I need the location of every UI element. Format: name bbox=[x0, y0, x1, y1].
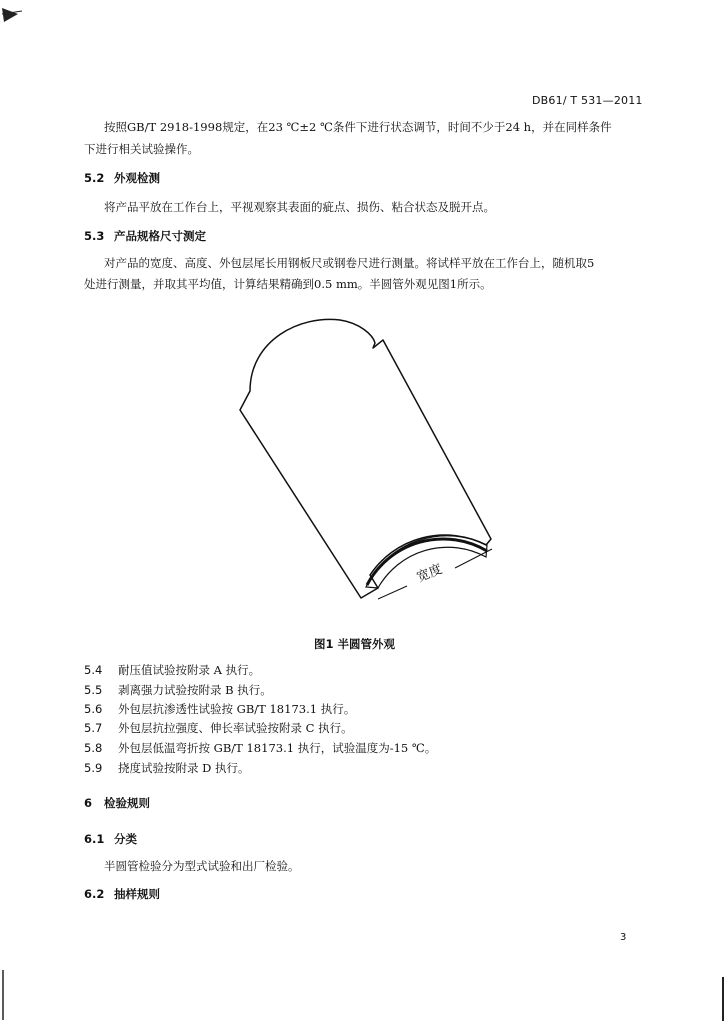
section-title: 抽样规则 bbox=[114, 887, 160, 901]
document-code: DB61/ T 531—2011 bbox=[532, 94, 643, 107]
list-item bbox=[84, 682, 272, 698]
section-6-2-heading bbox=[84, 886, 160, 902]
section-5-3-heading bbox=[84, 228, 206, 244]
scan-mark-top-left bbox=[0, 0, 30, 40]
item-number: 5.4 bbox=[84, 663, 103, 677]
section-title: 外观检测 bbox=[114, 171, 160, 185]
scan-mark-bottom-left bbox=[0, 965, 10, 1024]
list-item bbox=[84, 662, 260, 678]
section-5-3-line-1: 对产品的宽度、高度、外包层尾长用钢板尺或钢卷尺进行测量。将试样平放在工作台上，随机取5 bbox=[104, 256, 595, 270]
section-number: 6.2 bbox=[84, 887, 105, 901]
section-6-1-heading bbox=[84, 831, 137, 847]
item-number: 5.6 bbox=[84, 702, 103, 716]
section-6-heading bbox=[84, 795, 150, 811]
section-number: 5.3 bbox=[84, 229, 105, 243]
item-number: 5.8 bbox=[84, 741, 103, 755]
item-text: 挠度试验按附录 D 执行。 bbox=[118, 761, 250, 775]
page-number: 3 bbox=[620, 932, 627, 943]
section-title: 分类 bbox=[114, 832, 137, 846]
section-number: 5.2 bbox=[84, 171, 105, 185]
item-text: 外包层抗拉强度、伸长率试验按附录 C 执行。 bbox=[118, 721, 353, 735]
list-item bbox=[84, 701, 355, 717]
paragraph-5-1-line-1: 按照GB/T 2918-1998规定，在23 ℃±2 ℃条件下进行状态调节，时间不少于24 h，并在同样条件 bbox=[104, 120, 612, 134]
section-6-1-text: 半圆管检验分为型式试验和出厂检验。 bbox=[104, 859, 300, 873]
item-text: 外包层抗渗透性试验按 GB/T 18173.1 执行。 bbox=[118, 702, 356, 716]
item-number: 5.9 bbox=[84, 761, 103, 775]
section-5-2-text: 将产品平放在工作台上，平视观察其表面的疵点、损伤、粘合状态及脱开点。 bbox=[104, 200, 495, 214]
figure-caption: 图1 半圆管外观 bbox=[314, 637, 396, 651]
list-item bbox=[84, 720, 353, 736]
item-number: 5.7 bbox=[84, 721, 103, 735]
paragraph-5-1-line-2: 下进行相关试验操作。 bbox=[84, 142, 199, 156]
section-5-3-line-2: 处进行测量，并取其平均值，计算结果精确到0.5 mm。半圆管外观见图1所示。 bbox=[84, 277, 492, 291]
section-5-2-heading bbox=[84, 170, 160, 186]
scan-mark-bottom-right bbox=[716, 975, 728, 1024]
item-number: 5.5 bbox=[84, 683, 103, 697]
half-pipe-figure bbox=[225, 305, 515, 610]
item-text: 耐压值试验按附录 A 执行。 bbox=[118, 663, 261, 677]
width-dimension-line-left bbox=[378, 586, 407, 599]
list-item bbox=[84, 760, 250, 776]
item-text: 剥离强力试验按附录 B 执行。 bbox=[118, 683, 272, 697]
section-title: 产品规格尺寸测定 bbox=[114, 229, 206, 243]
section-title: 检验规则 bbox=[104, 796, 150, 810]
width-label: 宽度 bbox=[414, 561, 445, 586]
section-number: 6 bbox=[84, 796, 93, 810]
item-text: 外包层低温弯折按 GB/T 18173.1 执行，试验温度为-15 ℃。 bbox=[118, 741, 437, 755]
section-number: 6.1 bbox=[84, 832, 105, 846]
half-pipe-outline bbox=[240, 319, 491, 598]
list-item bbox=[84, 740, 436, 756]
